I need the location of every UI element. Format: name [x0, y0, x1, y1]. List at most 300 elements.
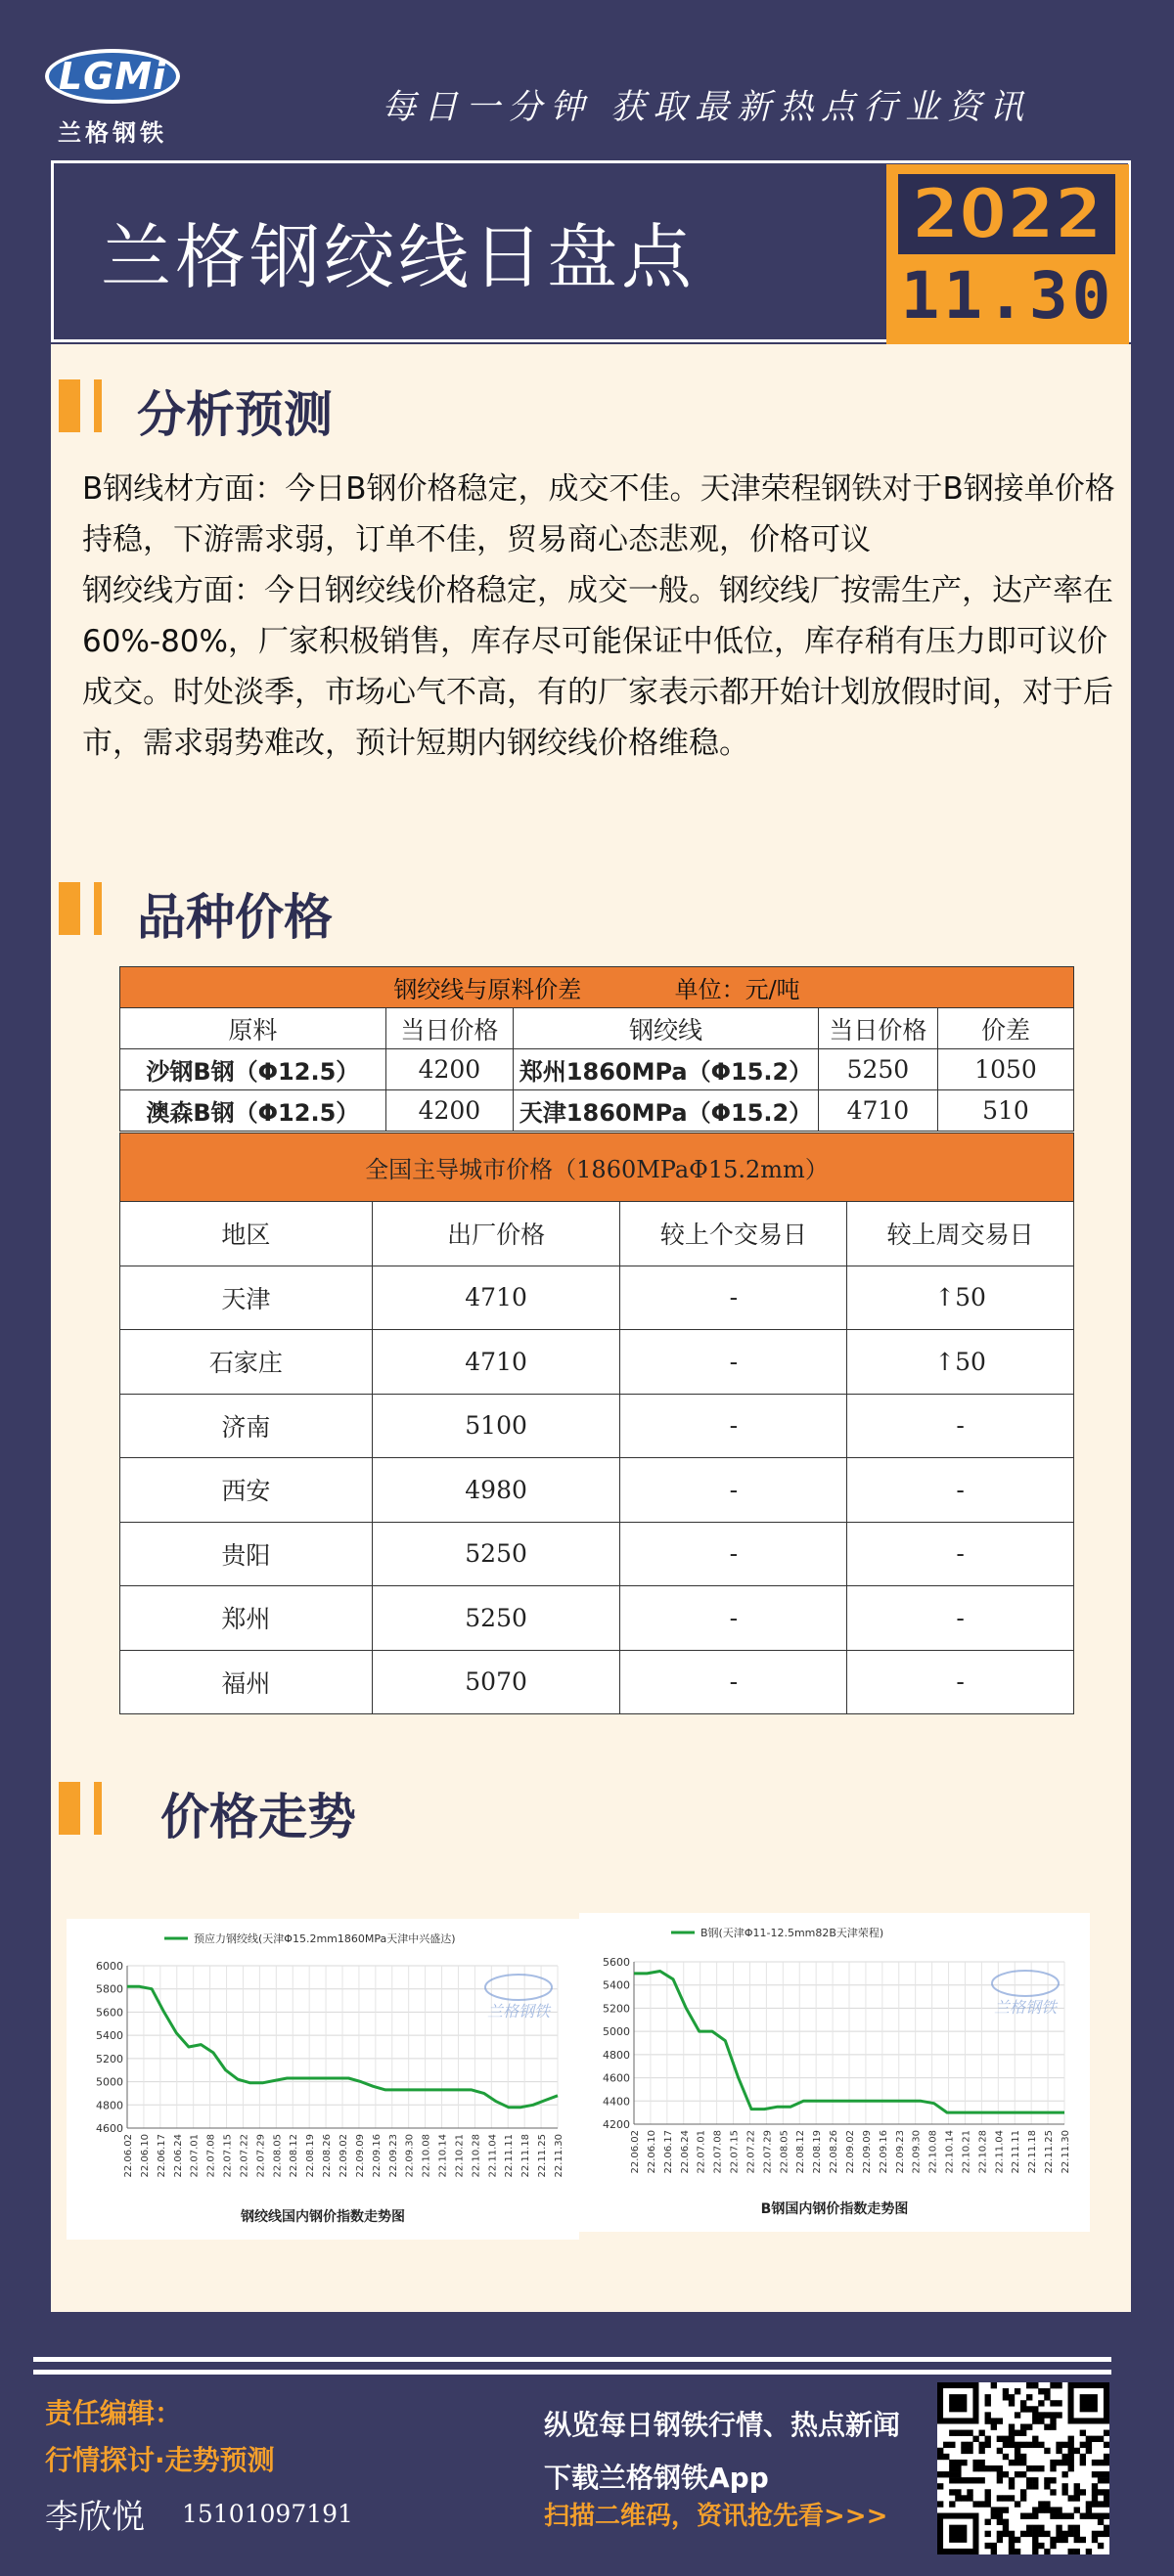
qr-module — [997, 2418, 1003, 2423]
editor-subtitle: 行情探讨·走势预测 — [45, 2444, 275, 2476]
y-tick-label: 5400 — [96, 2029, 123, 2043]
qr-module — [978, 2465, 984, 2471]
x-tick-label: 22.07.29 — [255, 2134, 267, 2178]
qr-module — [967, 2430, 972, 2436]
table-cell: 1050 — [937, 1049, 1073, 1090]
qr-module — [1074, 2448, 1080, 2454]
qr-module — [1074, 2507, 1080, 2512]
qr-module — [961, 2430, 967, 2436]
qr-module — [1009, 2549, 1015, 2554]
section-marker-icon — [94, 379, 102, 432]
x-tick-label: 22.07.01 — [189, 2134, 201, 2178]
x-tick-label: 22.09.02 — [845, 2130, 856, 2174]
x-tick-label: 22.07.15 — [222, 2134, 234, 2178]
qr-module — [1068, 2525, 1074, 2531]
watermark-logo-icon — [992, 1971, 1059, 1996]
qr-module — [1074, 2489, 1080, 2495]
qr-module — [1015, 2430, 1020, 2436]
qr-module — [1086, 2549, 1092, 2554]
qr-module — [1056, 2448, 1061, 2454]
qr-module — [1050, 2489, 1056, 2495]
table-header-cell: 当日价格 — [385, 1008, 514, 1049]
table-row — [120, 1458, 1074, 1523]
qr-module — [1092, 2513, 1098, 2519]
qr-module — [1003, 2531, 1009, 2537]
qr-module — [985, 2418, 991, 2423]
table-header-cell: 较上周交易日 — [847, 1202, 1074, 1266]
qr-module — [1026, 2423, 1032, 2429]
qr-module — [1044, 2477, 1050, 2483]
qr-module — [1020, 2442, 1026, 2448]
city-table-title: 全国主导城市价格（1860MPaΦ15.2mm） — [120, 1133, 1074, 1202]
qr-module — [1038, 2465, 1044, 2471]
qr-module — [1056, 2460, 1061, 2465]
y-tick-label: 6000 — [96, 1960, 123, 1973]
qr-module — [1092, 2471, 1098, 2477]
qr-module — [1015, 2537, 1020, 2543]
qr-module — [937, 2448, 943, 2454]
table-cell: - — [620, 1650, 847, 1714]
qr-module — [1032, 2537, 1038, 2543]
qr-module — [1020, 2430, 1026, 2436]
qr-module — [1074, 2549, 1080, 2554]
qr-module — [1026, 2465, 1032, 2471]
slogan: 每日一分钟 获取最新热点行业资讯 — [382, 88, 1032, 127]
qr-module — [937, 2483, 943, 2489]
table-row — [120, 1586, 1074, 1651]
x-tick-label: 22.08.05 — [272, 2134, 284, 2178]
qr-module — [1020, 2400, 1026, 2406]
legend-label: 预应力钢绞线(天津Φ15.2mm1860MPa天津中兴盛达) — [194, 1932, 456, 1945]
x-tick-label: 22.09.30 — [911, 2130, 923, 2174]
qr-module — [1020, 2423, 1026, 2429]
qr-module — [1061, 2442, 1067, 2448]
qr-module — [985, 2442, 991, 2448]
qr-code-icon[interactable] — [937, 2382, 1109, 2554]
qr-module — [967, 2477, 972, 2483]
city-price-table — [119, 1133, 1074, 1714]
qr-module — [1104, 2513, 1109, 2519]
qr-module — [997, 2436, 1003, 2442]
qr-module — [955, 2495, 961, 2501]
y-tick-label: 4800 — [96, 2099, 123, 2112]
table-cell: - — [620, 1394, 847, 1458]
table-cell: - — [847, 1650, 1074, 1714]
qr-module — [1080, 2442, 1086, 2448]
table-cell: - — [847, 1458, 1074, 1523]
qr-module — [1098, 2477, 1104, 2483]
qr-module — [1104, 2477, 1109, 2483]
chart-strand-index — [67, 1919, 579, 2240]
x-tick-label: 22.08.05 — [779, 2130, 790, 2174]
qr-module — [937, 2501, 943, 2507]
qr-module — [1056, 2513, 1061, 2519]
qr-module — [1056, 2412, 1061, 2418]
spread-table — [119, 966, 1074, 1132]
x-tick-label: 22.09.23 — [894, 2130, 906, 2174]
table-cell: - — [847, 1586, 1074, 1651]
chart-title: B钢国内钢价指数走势图 — [760, 2201, 909, 2217]
qr-module — [1044, 2531, 1050, 2537]
qr-module — [1050, 2477, 1056, 2483]
qr-module — [1020, 2406, 1026, 2412]
qr-module — [997, 2448, 1003, 2454]
qr-module — [985, 2543, 991, 2549]
qr-module — [1098, 2531, 1104, 2537]
qr-module — [1074, 2525, 1080, 2531]
analysis-text — [82, 464, 1127, 769]
qr-module — [985, 2400, 991, 2406]
editor-phone: 15101097191 — [182, 2500, 353, 2528]
qr-module — [943, 2442, 949, 2448]
qr-module — [961, 2442, 967, 2448]
qr-module — [1092, 2537, 1098, 2543]
qr-module — [1068, 2436, 1074, 2442]
x-tick-label: 22.11.04 — [994, 2130, 1006, 2174]
table-header-row — [120, 1202, 1074, 1266]
table-cell: - — [620, 1522, 847, 1586]
qr-module — [1032, 2465, 1038, 2471]
table-cell: - — [620, 1330, 847, 1395]
table-cell: 济南 — [120, 1394, 373, 1458]
table-cell: 澳森B钢（Φ12.5） — [120, 1090, 386, 1132]
table-header-cell: 当日价格 — [818, 1008, 937, 1049]
table-header-cell: 地区 — [120, 1202, 373, 1266]
qr-module — [1026, 2531, 1032, 2537]
qr-code-image[interactable] — [937, 2382, 1109, 2554]
y-tick-label: 5200 — [96, 2052, 123, 2065]
qr-module — [1061, 2483, 1067, 2489]
qr-module — [991, 2513, 997, 2519]
y-tick-label: 5200 — [603, 2002, 630, 2016]
qr-module — [978, 2442, 984, 2448]
y-tick-label: 4800 — [603, 2048, 630, 2062]
qr-module — [1020, 2489, 1026, 2495]
qr-module — [1092, 2460, 1098, 2465]
qr-module — [1068, 2460, 1074, 2465]
qr-module — [967, 2489, 972, 2495]
qr-module — [1104, 2430, 1109, 2436]
x-tick-label: 22.09.16 — [371, 2134, 383, 2178]
qr-module — [1032, 2549, 1038, 2554]
qr-module — [1032, 2513, 1038, 2519]
table-row — [120, 1650, 1074, 1714]
table-cell: - — [620, 1266, 847, 1330]
qr-module — [1068, 2549, 1074, 2554]
logo-subtitle: 兰格钢铁 — [58, 119, 167, 147]
qr-module — [1098, 2471, 1104, 2477]
qr-module — [1050, 2412, 1056, 2418]
qr-module — [949, 2465, 955, 2471]
table-cell: 贵阳 — [120, 1522, 373, 1586]
y-tick-label: 4200 — [603, 2118, 630, 2131]
qr-module — [955, 2465, 961, 2471]
qr-module — [1092, 2436, 1098, 2442]
qr-module — [985, 2394, 991, 2400]
analysis-paragraph: 钢绞线方面：今日钢绞线价格稳定，成交一般。钢绞线厂按需生产，达产率在60%-80%，厂家积极销售，库存尽可能保证中低位，库存稍有压力即可议价成交。时处淡季，市场心气不高，有的厂家表示都开始计划放假时间，对于后市，需求弱势难改，预计短期内钢绞线价格维稳。 — [82, 573, 1113, 761]
qr-module — [1015, 2501, 1020, 2507]
table-cell: 5250 — [372, 1586, 620, 1651]
qr-module — [978, 2501, 984, 2507]
x-tick-label: 22.06.02 — [123, 2134, 134, 2178]
qr-module — [1020, 2454, 1026, 2460]
table-row — [120, 1049, 1074, 1090]
qr-module — [1050, 2537, 1056, 2543]
qr-module — [991, 2507, 997, 2512]
qr-module — [1026, 2442, 1032, 2448]
qr-module — [1050, 2513, 1056, 2519]
qr-module — [1009, 2460, 1015, 2465]
qr-module — [1026, 2477, 1032, 2483]
date-year: 2022 — [911, 174, 1103, 254]
qr-module — [1074, 2483, 1080, 2489]
qr-module — [1098, 2501, 1104, 2507]
x-tick-label: 22.06.17 — [662, 2130, 674, 2174]
table-cell: - — [847, 1394, 1074, 1458]
qr-module — [1050, 2423, 1056, 2429]
qr-module — [1086, 2501, 1092, 2507]
logo-text: LGMi — [58, 55, 167, 98]
x-tick-label: 22.07.08 — [205, 2134, 217, 2178]
qr-module — [961, 2460, 967, 2465]
qr-module — [1009, 2483, 1015, 2489]
x-tick-label: 22.07.22 — [745, 2130, 757, 2174]
x-tick-label: 22.10.28 — [977, 2130, 989, 2174]
qr-module — [1080, 2460, 1086, 2465]
table-cell: 5070 — [372, 1650, 620, 1714]
qr-module — [1003, 2436, 1009, 2442]
qr-module — [1020, 2513, 1026, 2519]
qr-module — [997, 2477, 1003, 2483]
qr-module — [985, 2495, 991, 2501]
qr-module — [1038, 2507, 1044, 2512]
table-header-cell: 钢绞线 — [514, 1008, 819, 1049]
table-cell: 5100 — [372, 1394, 620, 1458]
x-tick-label: 22.06.10 — [646, 2130, 657, 2174]
qr-module — [1044, 2388, 1050, 2394]
qr-module — [1044, 2448, 1050, 2454]
editor-label: 责任编辑： — [45, 2397, 183, 2429]
qr-module — [949, 2471, 955, 2477]
qr-module — [1044, 2423, 1050, 2429]
qr-module — [1086, 2448, 1092, 2454]
x-tick-label: 22.09.23 — [387, 2134, 399, 2178]
qr-module — [985, 2436, 991, 2442]
qr-module — [1026, 2406, 1032, 2412]
qr-module — [1032, 2525, 1038, 2531]
qr-module — [972, 2460, 978, 2465]
qr-module — [967, 2442, 972, 2448]
qr-module — [991, 2423, 997, 2429]
x-tick-label: 22.06.17 — [156, 2134, 167, 2178]
qr-module — [961, 2495, 967, 2501]
qr-module — [955, 2489, 961, 2495]
qr-module — [1050, 2460, 1056, 2465]
qr-module — [1009, 2430, 1015, 2436]
qr-module — [1092, 2495, 1098, 2501]
qr-finder — [949, 2394, 967, 2412]
qr-module — [943, 2471, 949, 2477]
y-tick-label: 4600 — [96, 2122, 123, 2135]
qr-module — [1003, 2519, 1009, 2525]
table-cell: ↑50 — [847, 1330, 1074, 1395]
qr-module — [1104, 2471, 1109, 2477]
editor-name: 李欣悦 — [45, 2498, 145, 2537]
x-tick-label: 22.08.26 — [322, 2134, 334, 2178]
qr-module — [1009, 2400, 1015, 2406]
qr-module — [997, 2519, 1003, 2525]
qr-module — [1015, 2388, 1020, 2394]
qr-module — [1098, 2543, 1104, 2549]
table-cell: 天津1860MPa（Φ15.2） — [514, 1090, 819, 1132]
footer-divider — [33, 2357, 1111, 2382]
qr-module — [1009, 2394, 1015, 2400]
qr-module — [955, 2430, 961, 2436]
x-tick-label: 22.08.19 — [812, 2130, 824, 2174]
x-tick-label: 22.11.25 — [1044, 2130, 1056, 2174]
qr-module — [1104, 2495, 1109, 2501]
x-tick-label: 22.10.08 — [421, 2134, 432, 2178]
qr-module — [1032, 2382, 1038, 2388]
qr-module — [978, 2430, 984, 2436]
x-tick-label: 22.10.14 — [944, 2130, 956, 2174]
chart-title: 钢绞线国内钢价指数走势图 — [241, 2209, 405, 2225]
qr-module — [961, 2477, 967, 2483]
qr-module — [1044, 2412, 1050, 2418]
qr-module — [1068, 2442, 1074, 2448]
qr-module — [1038, 2442, 1044, 2448]
qr-module — [1061, 2454, 1067, 2460]
qr-module — [1098, 2519, 1104, 2525]
x-tick-label: 22.11.30 — [554, 2134, 564, 2178]
qr-module — [1056, 2537, 1061, 2543]
qr-module — [1038, 2525, 1044, 2531]
footer-tagline: 纵览每日钢铁行情、热点新闻 — [544, 2409, 901, 2441]
qr-module — [1086, 2513, 1092, 2519]
qr-module — [997, 2495, 1003, 2501]
qr-module — [1104, 2531, 1109, 2537]
x-tick-label: 22.11.18 — [1027, 2130, 1039, 2174]
qr-module — [1003, 2471, 1009, 2477]
x-tick-label: 22.10.21 — [454, 2134, 466, 2178]
x-tick-label: 22.11.04 — [487, 2134, 499, 2178]
legend-label: B钢(天津Φ11-12.5mm82B天津荣程) — [700, 1927, 884, 1939]
qr-module — [1056, 2442, 1061, 2448]
y-tick-label: 5000 — [96, 2075, 123, 2089]
qr-module — [997, 2537, 1003, 2543]
table-cell: 4980 — [372, 1458, 620, 1523]
qr-module — [1044, 2394, 1050, 2400]
qr-module — [1009, 2543, 1015, 2549]
qr-module — [1068, 2495, 1074, 2501]
qr-module — [1026, 2483, 1032, 2489]
date-day: 11.30 — [900, 258, 1115, 333]
table-header-row — [120, 1008, 1074, 1049]
qr-module — [1098, 2460, 1104, 2465]
section-marker-icon — [59, 379, 80, 432]
x-tick-label: 22.09.30 — [404, 2134, 416, 2178]
qr-module — [1061, 2489, 1067, 2495]
qr-module — [1098, 2489, 1104, 2495]
qr-module — [1038, 2412, 1044, 2418]
table-cell: 天津 — [120, 1266, 373, 1330]
qr-module — [1015, 2448, 1020, 2454]
date-year-box — [898, 174, 1115, 254]
y-tick-label: 4600 — [603, 2071, 630, 2085]
qr-module — [997, 2507, 1003, 2512]
table-cell: 沙钢B钢（Φ12.5） — [120, 1049, 386, 1090]
table-row — [120, 1394, 1074, 1458]
qr-module — [1009, 2423, 1015, 2429]
qr-module — [943, 2454, 949, 2460]
table-header-cell: 较上个交易日 — [620, 1202, 847, 1266]
section-marker-icon — [94, 882, 102, 935]
qr-module — [1015, 2471, 1020, 2477]
qr-module — [1009, 2531, 1015, 2537]
qr-module — [972, 2465, 978, 2471]
qr-module — [1015, 2454, 1020, 2460]
qr-module — [1068, 2531, 1074, 2537]
table-cell: 福州 — [120, 1650, 373, 1714]
qr-module — [1044, 2507, 1050, 2512]
section-title: 价格走势 — [160, 1789, 356, 1845]
qr-module — [1032, 2442, 1038, 2448]
qr-module — [1020, 2531, 1026, 2537]
brand-logo — [39, 49, 186, 147]
x-tick-label: 22.08.12 — [289, 2134, 300, 2178]
section-marker-icon — [94, 1782, 102, 1835]
qr-module — [978, 2448, 984, 2454]
qr-module — [997, 2465, 1003, 2471]
qr-module — [1032, 2531, 1038, 2537]
qr-module — [1086, 2436, 1092, 2442]
qr-module — [1104, 2454, 1109, 2460]
x-tick-label: 22.06.02 — [630, 2130, 641, 2174]
x-tick-label: 22.06.24 — [172, 2134, 184, 2178]
qr-module — [949, 2477, 955, 2483]
qr-module — [1092, 2489, 1098, 2495]
qr-module — [985, 2489, 991, 2495]
qr-module — [1044, 2483, 1050, 2489]
qr-finder — [949, 2525, 967, 2543]
qr-module — [1104, 2525, 1109, 2531]
qr-module — [1003, 2525, 1009, 2531]
x-tick-label: 22.11.18 — [520, 2134, 532, 2178]
x-tick-label: 22.08.26 — [829, 2130, 840, 2174]
qr-module — [1003, 2495, 1009, 2501]
qr-module — [1020, 2495, 1026, 2501]
table-cell: 5250 — [818, 1049, 937, 1090]
app-download-text: 下载兰格钢铁App — [544, 2462, 769, 2494]
x-tick-label: 22.09.09 — [354, 2134, 366, 2178]
x-tick-label: 22.07.08 — [712, 2130, 724, 2174]
table-cell: 510 — [937, 1090, 1073, 1132]
chart-svg — [67, 1919, 579, 2240]
qr-module — [1104, 2460, 1109, 2465]
qr-module — [967, 2448, 972, 2454]
qr-module — [1068, 2513, 1074, 2519]
qr-module — [1015, 2442, 1020, 2448]
qr-module — [1009, 2436, 1015, 2442]
x-tick-label: 22.10.14 — [437, 2134, 449, 2178]
qr-module — [1068, 2448, 1074, 2454]
chart-bsteel-index — [579, 1913, 1090, 2232]
scan-qr-text[interactable]: 扫描二维码，资讯抢先看>>> — [544, 2502, 888, 2531]
qr-module — [1032, 2436, 1038, 2442]
qr-module — [1086, 2442, 1092, 2448]
qr-module — [1003, 2394, 1009, 2400]
x-tick-label: 22.07.22 — [239, 2134, 250, 2178]
